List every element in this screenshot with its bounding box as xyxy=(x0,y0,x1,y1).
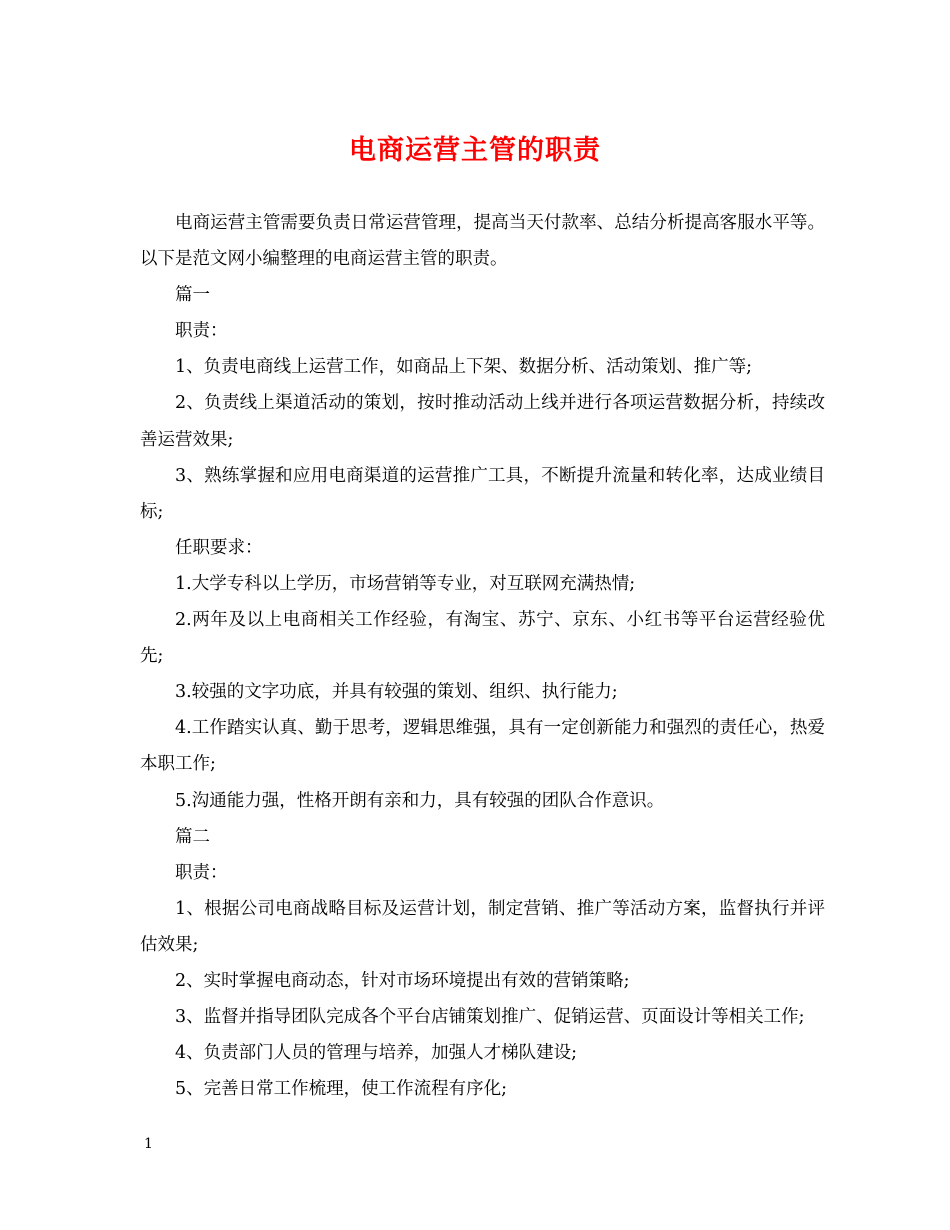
section-heading-part-one: 篇一 xyxy=(175,285,210,306)
requirement-item: 5.沟通能力强，性格开朗有亲和力，具有较强的团队合作意识。 xyxy=(175,790,665,811)
requirements-label: 任职要求： xyxy=(175,537,263,558)
duties-label: 职责： xyxy=(175,862,228,883)
duties-label: 职责： xyxy=(175,321,228,342)
document-body xyxy=(140,205,825,1107)
requirement-item: 3.较强的文字功底，并具有较强的策划、组织、执行能力; xyxy=(175,682,618,703)
duty-item: 2、实时掌握电商动态，针对市场环境提出有效的营销策略; xyxy=(175,970,630,991)
requirement-item: 2.两年及以上电商相关工作经验，有淘宝、苏宁、京东、小红书等平台运营经验优先; xyxy=(140,610,825,667)
intro-paragraph: 电商运营主管需要负责日常运营管理，提高当天付款率、总结分析提高客服水平等。以下是范文网小编整理的电商运营主管的职责。 xyxy=(140,213,825,270)
duty-item: 1、负责电商线上运营工作，如商品上下架、数据分析、活动策划、推广等; xyxy=(175,357,753,378)
requirement-item: 4.工作踏实认真、勤于思考，逻辑思维强，具有一定创新能力和强烈的责任心，热爱本职工作; xyxy=(140,718,825,775)
page-title: 电商运营主管的职责 xyxy=(349,135,601,166)
duty-item: 2、负责线上渠道活动的策划，按时推动活动上线并进行各项运营数据分析，持续改善运营效果; xyxy=(140,393,825,450)
duty-item: 3、监督并指导团队完成各个平台店铺策划推广、促销运营、页面设计等相关工作; xyxy=(175,1007,805,1028)
section-heading-part-two: 篇二 xyxy=(175,826,210,847)
duty-item: 1、根据公司电商战略目标及运营计划，制定营销、推广等活动方案，监督执行并评估效果; xyxy=(140,898,825,955)
duty-item: 5、完善日常工作梳理，使工作流程有序化; xyxy=(175,1079,508,1100)
page-number: 1 xyxy=(144,1136,153,1152)
requirement-item: 1.大学专科以上学历，市场营销等专业，对互联网充满热情; xyxy=(175,573,636,594)
duty-item: 4、负责部门人员的管理与培养，加强人才梯队建设; xyxy=(175,1043,578,1064)
duty-item: 3、熟练掌握和应用电商渠道的运营推广工具，不断提升流量和转化率，达成业绩目标; xyxy=(140,465,825,522)
